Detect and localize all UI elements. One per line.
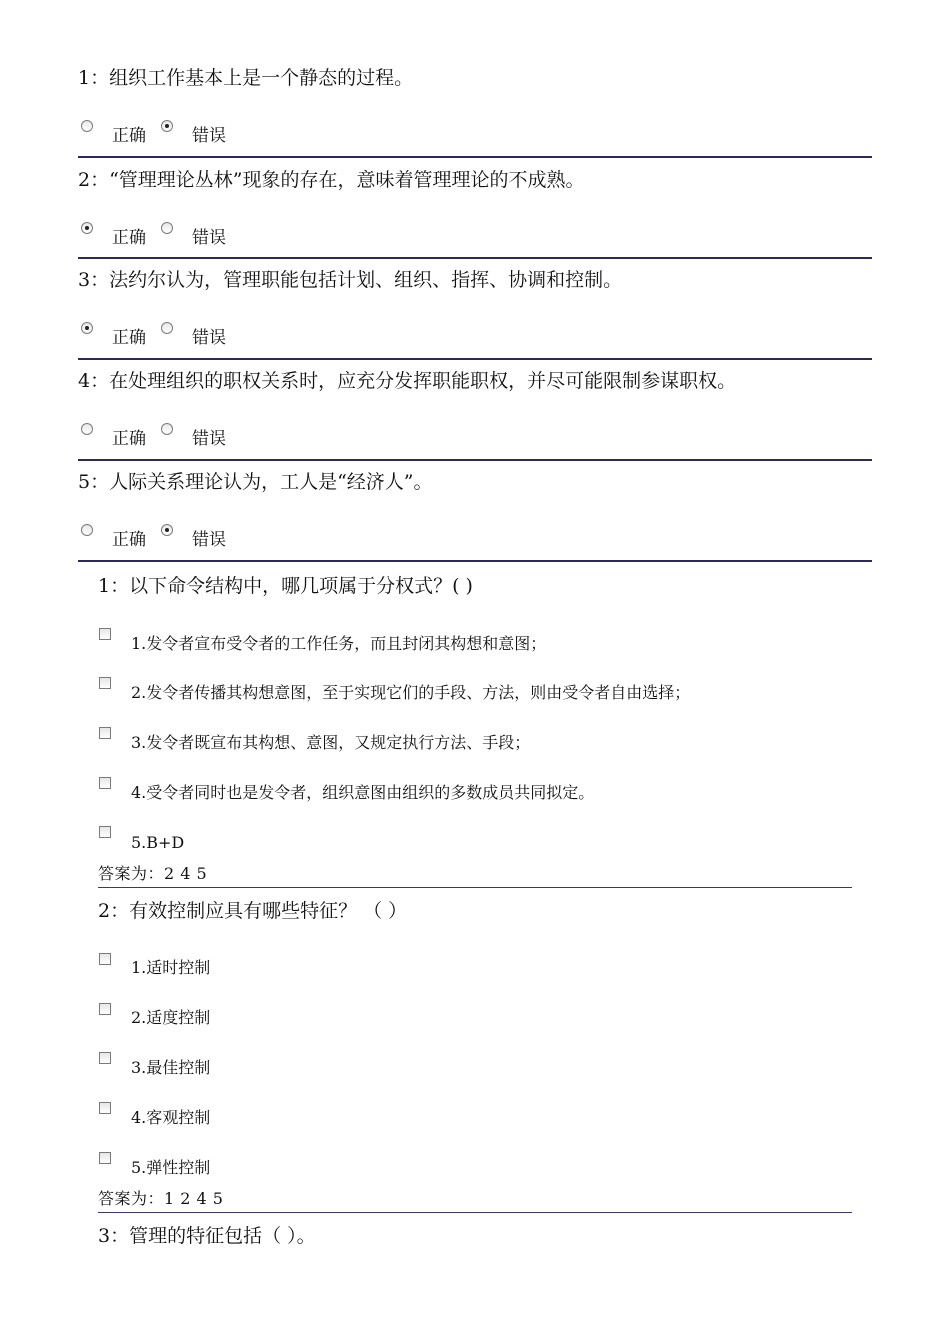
option-checkbox[interactable]: [99, 1052, 111, 1064]
answer-text: 答案为：1 2 4 5: [98, 1189, 224, 1208]
option-checkbox[interactable]: [99, 1003, 111, 1015]
divider: [78, 358, 872, 360]
option-checkbox[interactable]: [99, 727, 111, 739]
label-false: 错误: [192, 530, 226, 550]
label-false: 错误: [192, 328, 226, 348]
radio-true[interactable]: [81, 524, 93, 536]
option-text: 4.受令者同时也是发令者，组织意图由组织的多数成员共同拟定。: [131, 783, 595, 802]
option-text: 1.适时控制: [131, 958, 211, 977]
option-checkbox[interactable]: [99, 1102, 111, 1114]
question-text: 1：组织工作基本上是一个静态的过程。: [78, 67, 414, 89]
question-text: 2：有效控制应具有哪些特征？ （ ）: [98, 900, 408, 922]
label-false: 错误: [192, 429, 226, 449]
answer-text: 答案为：2 4 5: [98, 864, 208, 883]
radio-false[interactable]: [161, 120, 173, 132]
option-text: 4.客观控制: [131, 1108, 211, 1127]
radio-false[interactable]: [161, 423, 173, 435]
divider: [78, 257, 872, 259]
divider: [78, 156, 872, 158]
radio-true[interactable]: [81, 120, 93, 132]
label-true: 正确: [112, 126, 146, 146]
option-checkbox[interactable]: [99, 628, 111, 640]
question-text: 3：法约尔认为，管理职能包括计划、组织、指挥、协调和控制。: [78, 269, 623, 291]
option-text: 3.最佳控制: [131, 1058, 211, 1077]
radio-true[interactable]: [81, 222, 93, 234]
option-checkbox[interactable]: [99, 777, 111, 789]
label-true: 正确: [112, 228, 146, 248]
radio-false[interactable]: [161, 322, 173, 334]
option-checkbox[interactable]: [99, 677, 111, 689]
option-text: 3.发令者既宣布其构想、意图，又规定执行方法、手段；: [131, 733, 531, 752]
divider: [98, 1212, 852, 1213]
divider: [78, 459, 872, 461]
radio-true[interactable]: [81, 423, 93, 435]
option-checkbox[interactable]: [99, 826, 111, 838]
option-text: 5.B+D: [131, 833, 185, 852]
label-true: 正确: [112, 328, 146, 348]
label-false: 错误: [192, 126, 226, 146]
question-text: 1：以下命令结构中，哪几项属于分权式？( ): [98, 575, 473, 597]
radio-true[interactable]: [81, 322, 93, 334]
question-text: 4：在处理组织的职权关系时，应充分发挥职能职权，并尽可能限制参谋职权。: [78, 370, 737, 392]
option-text: 1.发令者宣布受令者的工作任务，而且封闭其构想和意图；: [131, 634, 547, 653]
question-text: 5：人际关系理论认为，工人是“经济人”。: [78, 471, 433, 493]
divider: [98, 887, 852, 888]
option-checkbox[interactable]: [99, 1152, 111, 1164]
divider: [78, 560, 872, 562]
label-false: 错误: [192, 228, 226, 248]
option-text: 2.发令者传播其构想意图，至于实现它们的手段、方法，则由受令者自由选择；: [131, 683, 691, 702]
option-text: 5.弹性控制: [131, 1158, 211, 1177]
question-text: 2：“管理理论丛林”现象的存在，意味着管理理论的不成熟。: [78, 169, 585, 191]
radio-false[interactable]: [161, 524, 173, 536]
label-true: 正确: [112, 429, 146, 449]
option-checkbox[interactable]: [99, 953, 111, 965]
label-true: 正确: [112, 530, 146, 550]
option-text: 2.适度控制: [131, 1008, 211, 1027]
radio-false[interactable]: [161, 222, 173, 234]
question-text: 3：管理的特征包括（ ）。: [98, 1225, 316, 1247]
